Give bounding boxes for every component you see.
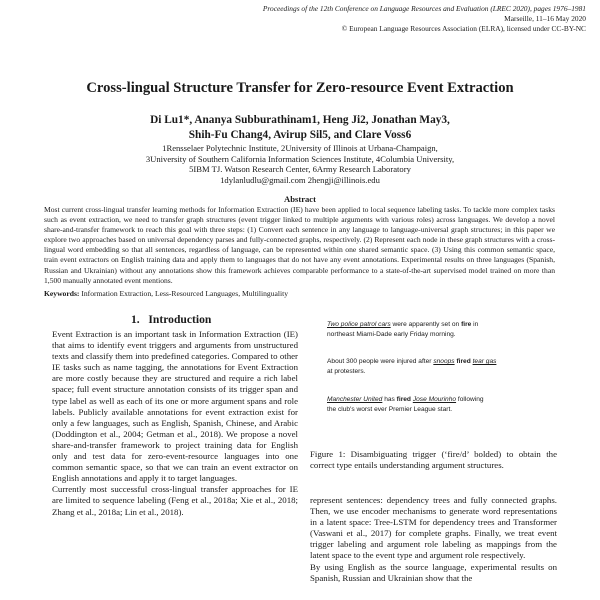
paper-title: Cross-lingual Structure Transfer for Zero-resource Event Extraction	[86, 80, 514, 96]
header-line-3: © European Language Resources Association (ELRA), licensed under CC-BY-NC	[341, 24, 586, 33]
example-2-line-1	[327, 357, 557, 366]
abstract-text: Most current cross-lingual transfer learning methods for Information Extraction (IE) have been applied to local sequence labeling tasks. To tackle more complex tasks such as event extraction, we need to transfer graph structures (event trigger linked to multiple arguments with various roles) across languages. We develop a novel share-and-transfer framework to reach this goal with three steps: (1) Convert each sentence in any language to language-universal graph structures; in this paper we explore two approaches based on universal dependency parses and fully-connected graphs, respectively. (2) Represent each node in these graph structures with a cross-lingual word embedding so that all sentences, regardless of language, can be represented within one shared semantic space. (3) Using this common semantic space, train event extractors on English training data and apply them to languages that do not have any event annotations. Experimental results on three languages (Spanish, Russian and Ukrainian) without any annotations show this framework achieves comparable performance to a state-of-the-art supervised model trained on more than 1,500 manually annotated event mentions.	[44, 205, 555, 285]
plain-text: has	[384, 396, 395, 403]
plain-text: in	[473, 321, 479, 328]
right-paragraph-1: represent sentences: dependency trees and fully connected graphs. Then, we use encoder mechanisms to generate word representations in a latent space: Tree-LSTM for dependency trees and Transformer (Vaswani et al., 2017) for complete graphs. Finally, we treat event trigger labeling and argument role labeling as mappings from the latent space to the event type and argument role respectively.	[310, 495, 557, 561]
plain-text: About 300 people were injured after	[327, 358, 432, 365]
author-line-2: Shih-Fu Chang4, Avirup Sil5, and Clare Voss6	[188, 129, 412, 141]
example-1-line-2: northeast Miami-Dade early Friday morning.	[327, 331, 456, 338]
example-1-line-1	[327, 320, 557, 329]
section-heading	[131, 313, 211, 326]
author-line-1: Di Lu1*, Ananya Subburathinam1, Heng Ji2, Jonathan May3,	[150, 114, 450, 126]
right-column-body	[310, 495, 557, 584]
trigger-word: fired	[396, 396, 411, 403]
plain-text: following	[457, 396, 484, 403]
abstract-heading: Abstract	[284, 194, 316, 204]
argument-span: Two police patrol cars	[327, 321, 391, 328]
intro-paragraph-2: Currently most successful cross-lingual transfer approaches for IE are limited to sequence labeling (Feng et al., 2018a; Xie et al., 2018; Zhang et al., 2018a; Lin et al., 2018).	[52, 484, 298, 517]
argument-span: Manchester United	[327, 396, 383, 403]
trigger-word: fired	[456, 358, 471, 365]
left-column-body	[52, 329, 298, 518]
trigger-word: fire	[461, 321, 472, 328]
example-3-line-1	[327, 395, 557, 404]
argument-span: Jose Mourinho	[412, 396, 457, 403]
header-line-2: Marseille, 11–16 May 2020	[504, 14, 586, 23]
right-paragraph-2: By using English as the source language, experimental results on Spanish, Russian and Ukrainian show that the	[310, 561, 557, 583]
proceedings-header	[206, 4, 586, 34]
affiliation-line: 5IBM TJ. Watson Research Center, 6Army Research Laboratory	[189, 164, 411, 175]
argument-span: snoops	[433, 358, 455, 365]
email-line: 1dylanludlu@gmail.com 2hengji@illinois.edu	[220, 175, 380, 186]
header-line-1: Proceedings of the 12th Conference on Language Resources and Evaluation (LREC 2020), pages 1976–1981	[262, 4, 586, 13]
example-3-line-2: the club's worst ever Premier League start.	[327, 406, 453, 413]
keywords	[44, 289, 555, 298]
section-title: Introduction	[148, 313, 212, 326]
figure-1	[327, 320, 557, 432]
keywords-text: Information Extraction, Less-Resourced Languages, Multilinguality	[81, 289, 289, 298]
argument-span: tear gas	[472, 358, 497, 365]
affiliations	[0, 143, 600, 186]
affiliation-line: 3University of Southern California Information Sciences Institute, 4Columbia University,	[145, 153, 455, 164]
section-number: 1.	[131, 313, 140, 326]
affiliation-line: 1Rensselaer Polytechnic Institute, 2University of Illinois at Urbana-Champaign,	[162, 143, 438, 153]
intro-paragraph-1: Event Extraction is an important task in Information Extraction (IE) that aims to identify event triggers and arguments from unstructured texts and classify them into predefined categories. Compared to other IE tasks such as name tagging, the annotations for Event Extraction are more costly because they are structured and require a rich label space; full event structure annotation consists of its trigger span and type label as well as each of its one or more argument spans and role labels. Publicly available annotations for event extraction exist for only a few languages, such as English, Spanish, Chinese, and Arabic (Doddington et al., 2004; Getman et al., 2018). We propose a novel share-and-transfer framework to project training data for English only and test data for zero-event-resource languages into one common semantic space, so that we can train an event extractor on English annotations and apply it to target languages.	[52, 329, 298, 484]
plain-text: were apparently set on	[392, 321, 460, 328]
keywords-label: Keywords:	[44, 289, 80, 298]
figure-1-caption: Figure 1: Disambiguating trigger (‘fire/d’ bolded) to obtain the correct type entails understanding argument structures.	[310, 449, 557, 471]
example-2-line-2: at protesters.	[327, 368, 366, 375]
author-list	[0, 113, 600, 143]
